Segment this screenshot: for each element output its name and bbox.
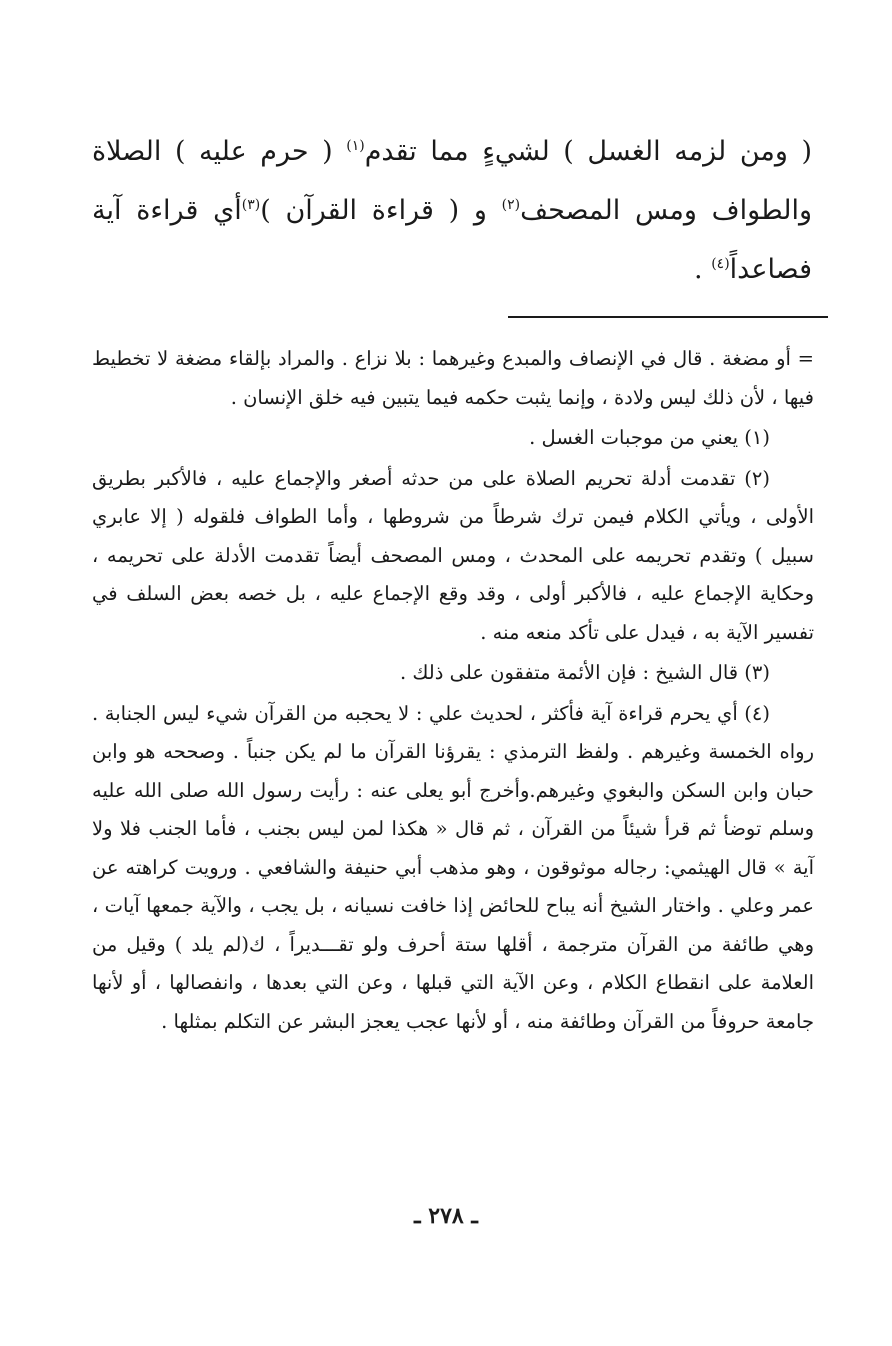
- footnote-ref-3: (٣): [241, 197, 261, 213]
- main-text-segment: ( ومن لزمه الغسل ) لشيءٍ مما تقدم: [364, 136, 812, 167]
- footnote-continuation: = أو مضغة . قال في الإنصاف والمبدع وغيرهما : بلا نزاع . والمراد بإلقاء مضغة لا تخطيط فيها ، لأن ذلك ليس ولادة ، وإنما يثبت حكمه فيما يتبين فيه خلق الإنسان .: [92, 347, 814, 409]
- footnote-ref-4: (٤): [711, 256, 730, 272]
- main-text-segment: و ( قراءة القرآن ): [260, 195, 502, 226]
- footnote-separator: [508, 316, 828, 318]
- footnote-ref-2: (٢): [501, 197, 521, 213]
- footnote-1: (١) يعني من موجبات الغسل .: [529, 426, 770, 449]
- footnote-ref-1: (١): [346, 138, 365, 154]
- main-text-segment: ( حرم عليه ) الصلاة والطواف ومس المصحف: [92, 136, 812, 226]
- main-text-segment: .: [694, 254, 712, 285]
- footnotes-block: [92, 340, 814, 1043]
- footnote-3: (٣) قال الشيخ : فإن الأئمة متفقون على ذلك .: [399, 661, 770, 684]
- footnote-4: (٤) أي يحرم قراءة آية فأكثر ، لحديث علي : لا يحجبه من القرآن شيء ليس الجنابة . رواه الخمسة وغيرهم . ولفظ الترمذي : يقرؤنا القرآن ما لم يكن جنباً . وصححه هو وابن حبان وابن السكن والبغوي وغيرهم.وأخرج أبو يعلى عنه : رأيت رسول الله صلى الله عليه وسلم توضأ ثم قرأ شيئاً من القرآن ، ثم قال « هكذا لمن ليس بجنب ، فأما الجنب فلا ولا آية » قال الهيثمي: رجاله موثوقون ، وهو مذهب أبي حنيفة والشافعي . ورويت كراهته عن عمر وعلي . واختار الشيخ أنه يباح للحائض إذا خافت نسيانه ، بل يجب ، والآية جمعها آيات ، وهي طائفة من القرآن مترجمة ، أقلها ستة أحرف ولو تقـــديراً ، ك(لم يلد ) وقيل من العلامة على انقطاع الكلام ، وعن الآية التي قبلها ، وعن التي بعدها ، وانفصالها ، أو لأنها جامعة حروفاً من القرآن وطائفة منه ، أو لأنها عجب يعجز البشر عن التكلم بمثلها .: [92, 701, 814, 1033]
- page-number: ـ ٢٧٨ ـ: [414, 1203, 478, 1229]
- footnote-2: (٢) تقدمت أدلة تحريم الصلاة على من حدثه أصغر والإجماع عليه ، فالأكبر بطريق الأولى ، ويأتي الكلام فيمن ترك شرطاً من شروطها ، وأما الطواف فلقوله ( إلا عابري سبيل ) وتقدم تحريمه على المحدث ، ومس المصحف أيضاً تقدمت الأدلة على تحريمه ، وحكاية الإجماع عليه ، فالأكبر أولى ، وقد وقع الإجماع عليه ، بل خصه بعض السلف في تفسير الآية به ، فيدل على تأكد منعه منه .: [92, 466, 814, 644]
- main-paragraph: [92, 122, 812, 299]
- main-text-segment: أي قراءة آية فصاعداً: [92, 195, 812, 285]
- main-text-block: [92, 122, 812, 299]
